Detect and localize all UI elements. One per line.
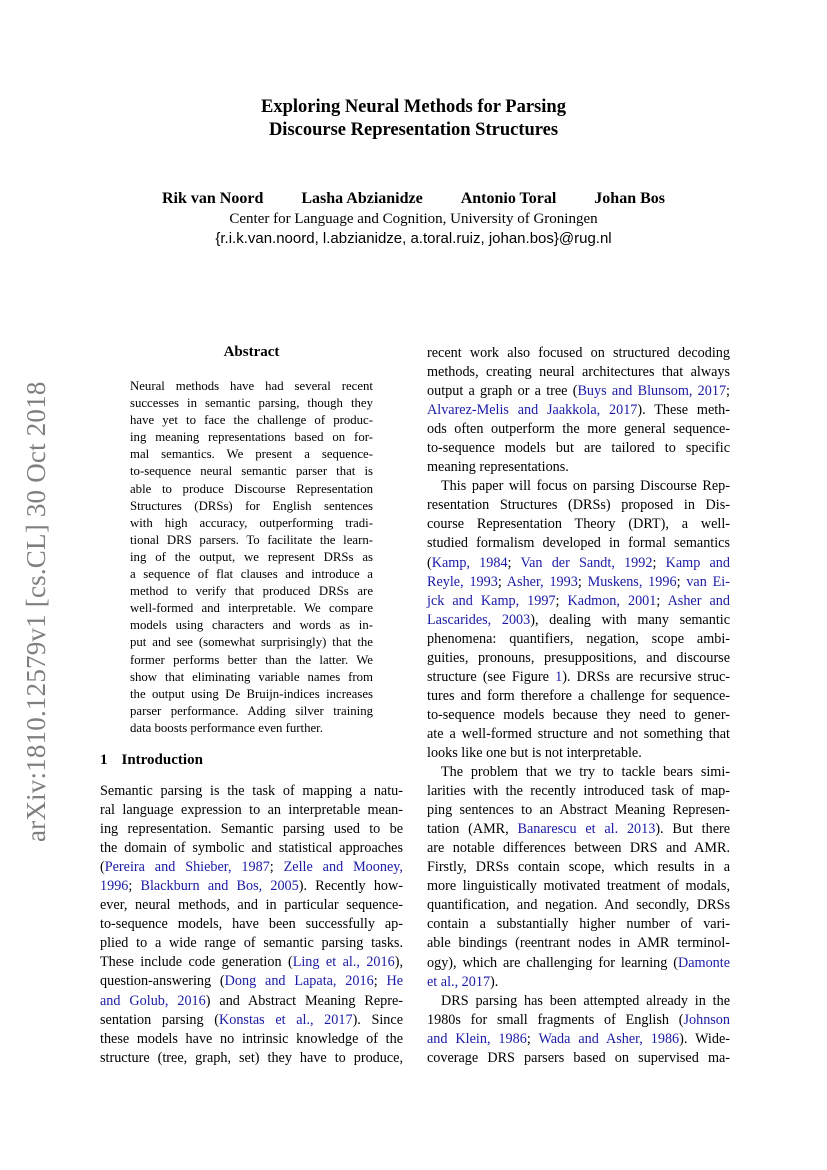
text-fragment: ), dealing with many semantic bbox=[530, 611, 730, 628]
text-line: methods, creating neural architectures that always bbox=[427, 364, 730, 381]
text-line: meaning representations. bbox=[427, 459, 569, 476]
text-line: ever, neural methods, and in particular sequence- bbox=[100, 897, 403, 914]
text-line: more linguistically motivated treatment of modals, bbox=[427, 878, 730, 895]
text-line: these models have no intrinsic knowledge of the bbox=[100, 1030, 403, 1047]
author-emails: {r.i.k.van.noord, l.abzianidze, a.toral.ruiz, johan.bos}@rug.nl bbox=[215, 230, 612, 247]
text-line: Firstly, DRSs contain scope, which results in a bbox=[427, 859, 730, 876]
text-line: ate a well-formed structure and not something that bbox=[427, 725, 730, 742]
text-fragment: ; bbox=[373, 973, 387, 990]
citation-link[interactable]: Asher, 1993 bbox=[506, 573, 578, 590]
citation-link[interactable]: Buys and Blunsom, 2017 bbox=[577, 383, 727, 400]
text-line: resentation Structures (DRSs) proposed in Dis- bbox=[427, 497, 730, 514]
citation-link[interactable]: van Ei- bbox=[686, 573, 730, 590]
author-name: Antonio Toral bbox=[460, 190, 557, 207]
citation-link[interactable]: 1996 bbox=[100, 878, 129, 895]
text-line bbox=[100, 1011, 403, 1030]
text-line bbox=[427, 554, 730, 573]
citation-link[interactable]: and Golub, 2016 bbox=[100, 992, 206, 1009]
left-column-text bbox=[100, 782, 403, 1068]
text-line: course Representation Theory (DRT), a well- bbox=[427, 516, 730, 533]
text-fragment: ). Wide- bbox=[679, 1030, 730, 1047]
text-line bbox=[427, 668, 730, 687]
text-line: well-formed and interpretable. We compare bbox=[130, 601, 373, 616]
text-fragment: ). DRSs are recursive struc- bbox=[562, 668, 730, 685]
text-fragment: output a graph or a tree ( bbox=[427, 383, 578, 400]
title-line: Exploring Neural Methods for Parsing bbox=[261, 97, 566, 117]
text-line: ing meaning representations based on for- bbox=[130, 430, 373, 445]
abstract-body bbox=[130, 378, 373, 737]
text-line bbox=[100, 992, 403, 1011]
citation-link[interactable]: Kadmon, 2001 bbox=[567, 592, 657, 609]
text-fragment: ). Since bbox=[352, 1011, 403, 1028]
text-fragment: ; bbox=[656, 592, 668, 609]
citation-link[interactable]: Banarescu et al. 2013 bbox=[517, 821, 656, 838]
text-line: DRS parsing has been attempted already in the bbox=[441, 992, 730, 1009]
citation-link[interactable]: Wada and Asher, 1986 bbox=[538, 1030, 680, 1047]
citation-link[interactable]: Reyle, 1993 bbox=[427, 573, 498, 590]
text-line: coverage DRS parsers based on supervised ma- bbox=[427, 1049, 730, 1066]
text-fragment: ; bbox=[577, 573, 588, 590]
citation-link[interactable]: Muskens, 1996 bbox=[587, 573, 677, 590]
text-line: recent work also focused on structured decoding bbox=[427, 345, 730, 361]
text-fragment: ogy), which are challenging for learning ( bbox=[427, 954, 678, 971]
affiliation: Center for Language and Cognition, University of Groningen bbox=[229, 211, 598, 227]
citation-link[interactable]: Asher and bbox=[667, 592, 730, 609]
text-fragment: ; bbox=[726, 383, 730, 400]
text-fragment: These include code generation ( bbox=[100, 954, 293, 971]
author-name: Johan Bos bbox=[594, 190, 665, 207]
text-line bbox=[427, 573, 730, 592]
text-line bbox=[427, 954, 730, 973]
text-fragment: ; bbox=[497, 573, 507, 590]
text-line bbox=[427, 382, 730, 401]
arxiv-identifier: arXiv:1810.12579v1 [cs.CL] 30 Oct 2018 bbox=[21, 381, 51, 842]
text-line bbox=[427, 1011, 730, 1030]
text-line: quantification, and negation. And secondly, DRSs bbox=[427, 897, 730, 914]
text-line bbox=[427, 820, 730, 839]
citation-link[interactable]: Johnson bbox=[683, 1011, 730, 1028]
text-line: former performs better than the latter. We bbox=[130, 652, 373, 667]
citation-link[interactable]: Konstas et al., 2017 bbox=[218, 1011, 353, 1028]
author-name: Lasha Abzianidze bbox=[301, 190, 423, 207]
text-line: phenomena: quantifiers, negation, scope ambi- bbox=[427, 630, 730, 647]
paper-title bbox=[0, 96, 827, 142]
citation-link[interactable]: Ling et al., 2016 bbox=[292, 954, 395, 971]
text-line: tures and form therefore a challenge for sequence- bbox=[427, 687, 730, 704]
citation-link[interactable]: and Klein, 1986 bbox=[427, 1030, 527, 1047]
section-title: Introduction bbox=[121, 752, 203, 768]
text-line: to-sequence models but are tailored to specific bbox=[427, 440, 730, 457]
text-line: a sequence of flat clauses and introduce a bbox=[130, 567, 373, 582]
text-line: ral language expression to an interpretable mean- bbox=[100, 802, 403, 819]
citation-link[interactable]: Kamp and bbox=[665, 554, 730, 571]
citation-link[interactable]: 1 bbox=[555, 668, 563, 685]
text-fragment: ). bbox=[490, 973, 499, 990]
text-line: studied formalism developed in formal semantics bbox=[427, 535, 730, 552]
citation-link[interactable]: Van der Sandt, 1992 bbox=[520, 554, 653, 571]
text-line: structure (tree, graph, set) they have to produce, bbox=[100, 1049, 403, 1066]
text-line: method to verify that produced DRSs are bbox=[130, 584, 373, 599]
text-fragment: ; bbox=[507, 554, 521, 571]
text-line: mal semantics. We present a sequence- bbox=[130, 447, 373, 462]
text-fragment: ), bbox=[394, 954, 403, 971]
text-line: Neural methods have had several recent bbox=[130, 379, 373, 393]
text-line: to-sequence neural semantic parser that is bbox=[130, 464, 373, 479]
text-fragment: ; bbox=[526, 1030, 539, 1047]
text-line: looks like one but is not interpretable. bbox=[427, 744, 642, 761]
text-line: ods often outperform the more general sequence- bbox=[427, 421, 730, 438]
abstract-heading: Abstract bbox=[223, 344, 280, 360]
text-line: tional DRS parsers. To facilitate the learn- bbox=[130, 532, 373, 547]
text-fragment: ; bbox=[128, 878, 141, 895]
citation-link[interactable]: Kamp, 1984 bbox=[431, 554, 508, 571]
citation-link[interactable]: He bbox=[386, 973, 404, 990]
text-fragment: sentation parsing ( bbox=[100, 1011, 219, 1028]
text-line: Semantic parsing is the task of mapping a natu- bbox=[100, 783, 403, 799]
citation-link[interactable]: jck and Kamp, 1997 bbox=[427, 592, 556, 609]
text-line bbox=[427, 973, 730, 992]
author-list bbox=[0, 190, 827, 208]
text-line: plied to a wide range of semantic parsing tasks. bbox=[100, 935, 403, 952]
text-line: ping sentences to an Abstract Meaning Represen- bbox=[427, 802, 730, 819]
citation-link[interactable]: Dong and Lapata, 2016 bbox=[224, 973, 374, 990]
text-fragment: tation (AMR, bbox=[427, 821, 518, 838]
title-line: Discourse Representation Structures bbox=[268, 120, 559, 140]
text-line: data boosts performance even further. bbox=[130, 720, 323, 735]
text-line bbox=[100, 953, 403, 972]
text-line bbox=[427, 611, 730, 630]
text-line: models using characters and words as in- bbox=[130, 618, 373, 633]
text-line: guities, pronouns, presuppositions, and discourse bbox=[427, 649, 730, 666]
text-line: show that eliminating variable names from bbox=[130, 669, 373, 684]
text-line: able bindings (reentrant nodes in AMR terminol- bbox=[427, 935, 730, 952]
text-fragment: ( bbox=[100, 859, 105, 876]
citation-link[interactable]: et al., 2017 bbox=[427, 973, 491, 990]
text-line: parser performance. Adding silver training bbox=[130, 703, 373, 718]
author-name: Rik van Noord bbox=[161, 190, 264, 207]
section-heading bbox=[100, 752, 203, 769]
text-line: able to produce Discourse Representation bbox=[130, 481, 373, 496]
text-fragment: 1980s for small fragments of English ( bbox=[427, 1011, 684, 1028]
citation-link[interactable]: Zelle and Mooney, bbox=[283, 859, 403, 876]
text-line: This paper will focus on parsing Discourse Rep- bbox=[441, 478, 730, 495]
text-line: are notable differences between DRS and AMR. bbox=[427, 840, 730, 857]
text-line: Structures (DRSs) for English sentences bbox=[130, 498, 373, 513]
text-line: ing representation. Semantic parsing used to be bbox=[100, 821, 403, 838]
text-line bbox=[100, 877, 403, 896]
text-fragment: structure (see Figure bbox=[427, 668, 556, 685]
text-line: put and see (somewhat surprisingly) that the bbox=[130, 635, 373, 650]
text-line: The problem that we try to tackle bears simi- bbox=[441, 764, 730, 781]
citation-link[interactable]: Alvarez-Melis and Jaakkola, 2017 bbox=[427, 402, 638, 419]
text-line: ing of the output, we represent DRSs as bbox=[130, 549, 373, 564]
text-fragment: ) and Abstract Meaning Repre- bbox=[205, 992, 403, 1009]
text-fragment: ; bbox=[269, 859, 284, 876]
text-line bbox=[427, 1030, 730, 1049]
citation-link[interactable]: Damonte bbox=[677, 954, 730, 971]
text-fragment: ). These meth- bbox=[637, 402, 731, 419]
text-line: the output using De Bruijn-indices increases bbox=[130, 686, 373, 701]
citation-link[interactable]: Pereira and Shieber, 1987 bbox=[104, 859, 270, 876]
text-line: to-sequence models, have been successfully ap- bbox=[100, 916, 403, 933]
text-fragment: ). But there bbox=[655, 821, 731, 838]
text-line: the domain of symbolic and statistical approaches bbox=[100, 840, 403, 857]
text-line bbox=[100, 858, 403, 877]
citation-link[interactable]: Blackburn and Bos, 2005 bbox=[140, 878, 299, 895]
text-line: larities with the recently introduced task of map- bbox=[427, 783, 730, 800]
text-fragment: question-answering ( bbox=[100, 973, 225, 990]
citation-link[interactable]: Lascarides, 2003 bbox=[427, 611, 531, 628]
text-line: with high accuracy, outperforming tradi- bbox=[130, 515, 373, 530]
text-line: have yet to face the challenge of produc- bbox=[130, 413, 373, 428]
text-fragment: ; bbox=[652, 554, 666, 571]
text-fragment: ( bbox=[427, 554, 432, 571]
text-line bbox=[100, 972, 403, 991]
text-fragment: ; bbox=[555, 592, 568, 609]
text-line: successes in semantic parsing, though they bbox=[130, 396, 373, 411]
text-line: contain a substantially higher number of vari- bbox=[427, 916, 730, 933]
text-fragment: ). Recently how- bbox=[298, 878, 403, 895]
right-column-text bbox=[427, 344, 730, 1068]
text-fragment: ; bbox=[676, 573, 687, 590]
section-number: 1 bbox=[100, 752, 108, 768]
text-line bbox=[427, 401, 730, 420]
text-line bbox=[427, 592, 730, 611]
text-line: to-sequence models because they need to gener- bbox=[427, 706, 730, 723]
